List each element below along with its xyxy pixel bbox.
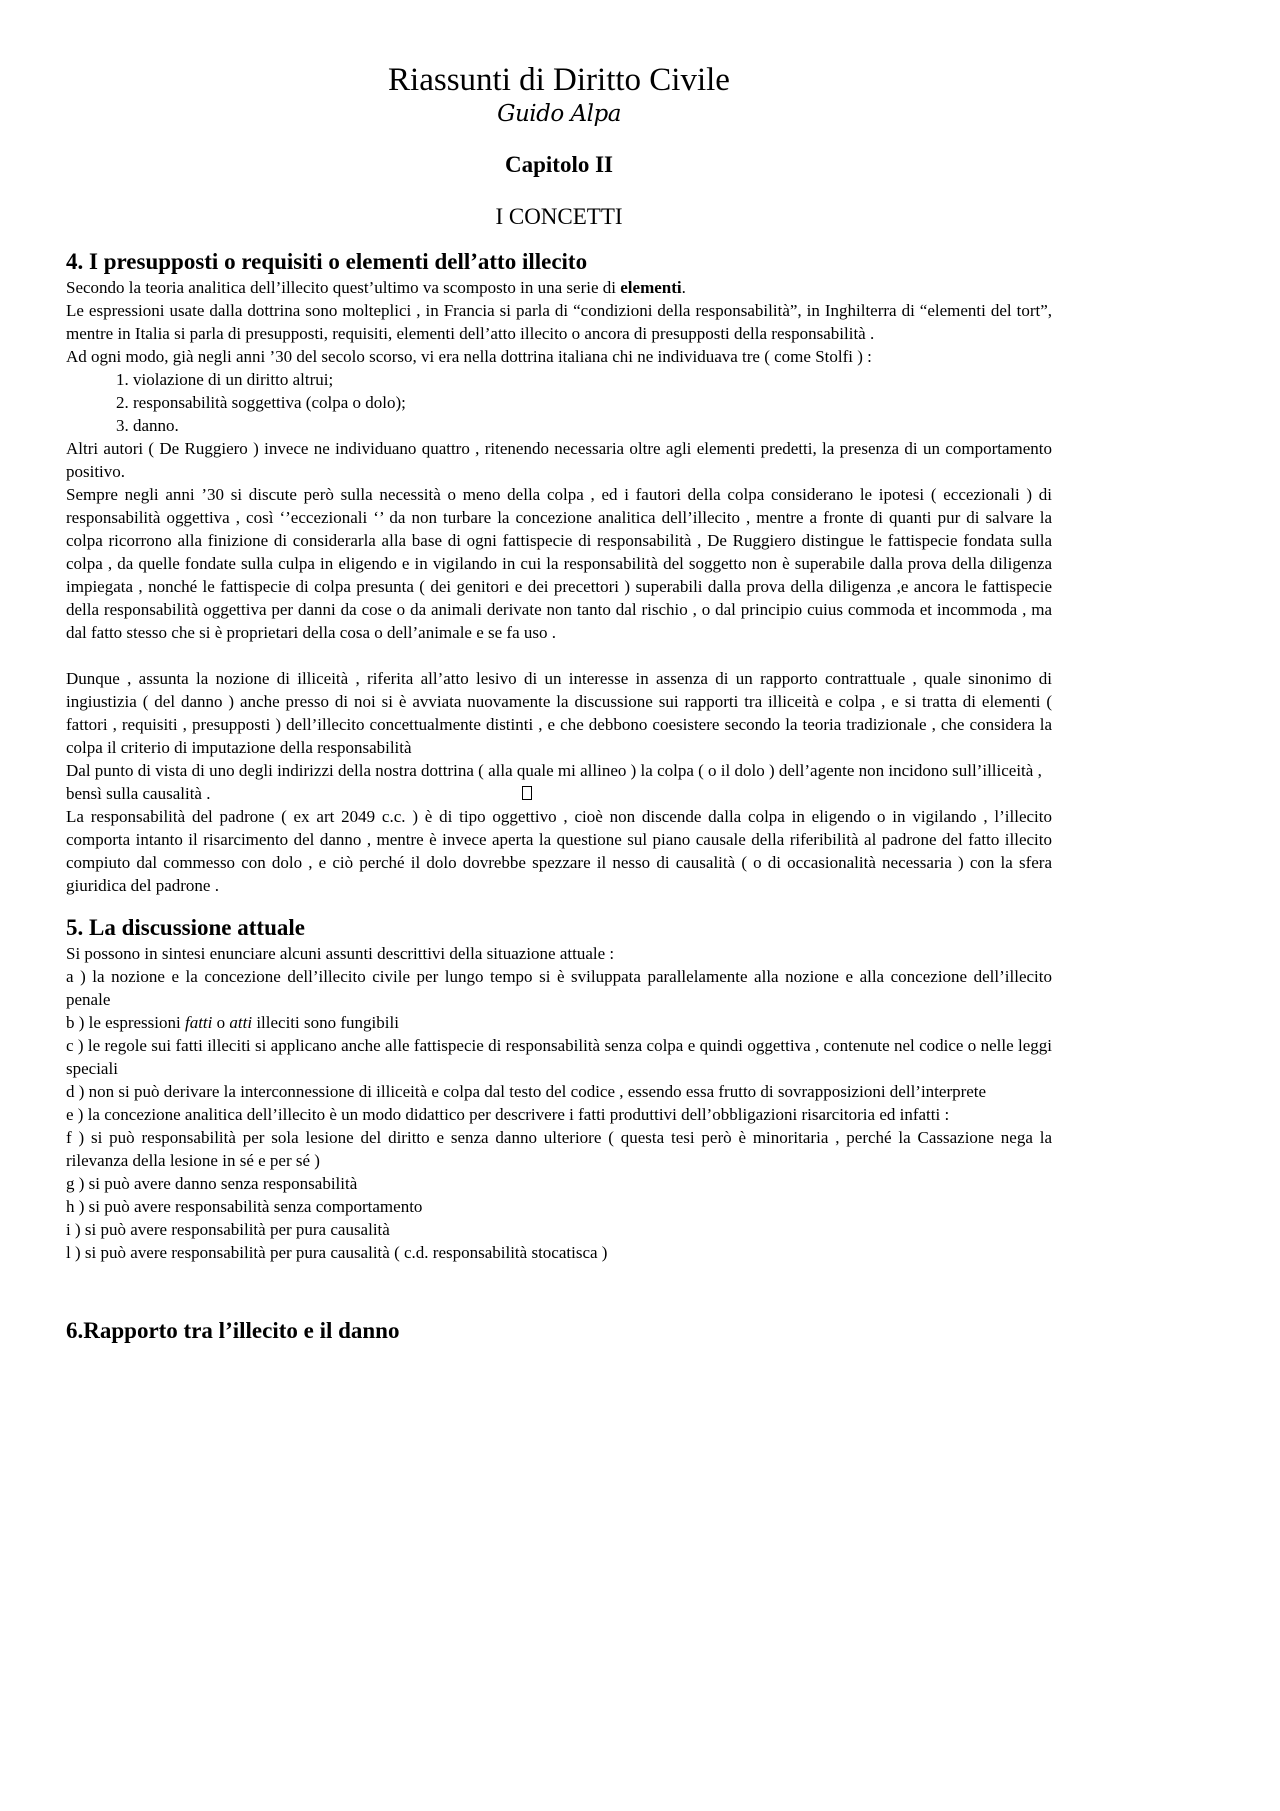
missing-glyph-icon [522,786,532,800]
italic-term: fatti [184,1013,213,1032]
section-4-paragraph-5: Sempre negli anni ’30 si discute però sulla necessità o meno della colpa , ed i fautori della colpa considerano le ipotesi ( eccezionali ) di responsabilità oggettiva , così ‘’eccezionali ‘’ da non turbare la concezione analitica dell’illecito , mentre a fronte di quanti pur di salvare la colpa ricorrono alla finizione di considerarla alla base di ogni fattispecie di responsabilità , De Ruggiero distingue le fattispecie fondata sulla colpa , da quelle fondate sulla culpa in eligendo e in vigilando in cui la responsabilità del soggetto non è superabile dalla prova della diligenza impiegata , nonché le fattispecie di colpa presunta ( dei genitori e dei precettori ) superabili dalla prova della diligenza ,e ancora le fattispecie della responsabilità oggettiva per danni da cose o da animali derivate non tanto dal rischio , o dal principio cuius commoda et incommoda , ma dal fatto stesso che si è proprietari della cosa o dell’animale e se fa uso . [66,485,1052,642]
bold-term: elementi [620,278,682,297]
requisites-list [66,368,1052,437]
text-run: . [681,278,686,297]
text-run: Dal punto di vista di uno degli indirizzi della nostra dottrina ( alla quale mi allineo ) la colpa ( o il dolo ) dell’agente non incidono sull’illiceità , bensì sulla causalità . [66,761,1042,803]
section-5-item-i: i ) si può avere responsabilità per pura causalità [66,1220,390,1239]
section-4-paragraph-6: Dunque , assunta la nozione di illiceità , riferita all’atto lesivo di un interesse in assenza di un rapporto contrattuale , quale sinonimo di ingiustizia ( del danno ) anche presso di noi si è avviata nuovamente la discussione sui rapporti tra illiceità e colpa , e si tratta di elementi ( fattori , requisiti , presupposti ) dell’illecito concettualmente distinti , e che debbono coesistere secondo la teoria tradizionale , che considera la colpa il criterio di imputazione della responsabilità [66,669,1052,757]
section-5-item-a: a ) la nozione e la concezione dell’illecito civile per lungo tempo si è sviluppata parallelamente alla nozione e alla concezione dell’illecito penale [66,967,1052,1009]
section-5-heading: 5. La discussione attuale [66,915,305,940]
section-5-item-l: l ) si può avere responsabilità per pura causalità ( c.d. responsabilità stocatisca ) [66,1243,608,1262]
section-4-paragraph-1 [66,276,1052,299]
italic-term: atti [229,1013,253,1032]
text-run: Secondo la teoria analitica dell’illecito quest’ultimo va scomposto in una serie di [66,278,621,297]
section-5-intro: Si possono in sintesi enunciare alcuni assunti descrittivi della situazione attuale : [66,944,615,963]
section-5-item-c: c ) le regole sui fatti illeciti si applicano anche alle fattispecie di responsabilità senza colpa e quindi oggettiva , contenute nel codice o nelle leggi speciali [66,1036,1052,1078]
document-author: Guido Alpa [497,101,621,127]
list-item: 1. violazione di un diritto altrui; [133,368,1052,391]
section-6-heading: 6.Rapporto tra l’illecito e il danno [66,1318,400,1343]
document-page [66,60,1052,1345]
section-5-item-b [66,1011,1052,1034]
chapter-subtitle: I CONCETTI [495,204,623,229]
list-item: 2. responsabilità soggettiva (colpa o dolo); [133,391,1052,414]
text-run: b ) le espressioni [66,1013,185,1032]
section-4-paragraph-4: Altri autori ( De Ruggiero ) invece ne individuano quattro , ritenendo necessaria oltre agli elementi predetti, la presenza di un comportamento positivo. [66,439,1052,481]
section-5-item-f: f ) si può responsabilità per sola lesione del diritto e senza danno ulteriore ( questa tesi però è minoritaria , perché la Cassazione nega la rilevanza della lesione in sé e per sé ) [66,1128,1052,1170]
section-5-item-g: g ) si può avere danno senza responsabilità [66,1174,358,1193]
list-item: 3. danno. [133,414,1052,437]
section-4-paragraph-7 [66,759,1052,805]
section-5-item-e: e ) la concezione analitica dell’illecito è un modo didattico per descrivere i fatti produttivi dell’obbligazioni risarcitoria ed infatti : [66,1105,950,1124]
section-4-paragraph-8: La responsabilità del padrone ( ex art 2049 c.c. ) è di tipo oggettivo , cioè non discende dalla colpa in eligendo o in vigilando , l’illecito comporta intanto il risarcimento del danno , mentre è invece aperta la questione sul piano causale della riferibilità al padrone del fatto illecito compiuto dal commesso con dolo , e ciò perché il dolo dovrebbe spezzare il nesso di causalità ( o di occasionalità necessaria ) con la sfera giuridica del padrone . [66,807,1052,895]
text-run: illeciti sono fungibili [252,1013,399,1032]
text-run: o [212,1013,230,1032]
section-5-item-h: h ) si può avere responsabilità senza comportamento [66,1197,423,1216]
section-4-paragraph-3: Ad ogni modo, già negli anni ’30 del secolo scorso, vi era nella dottrina italiana chi ne individuava tre ( come Stolfi ) : [66,347,872,366]
chapter-title: Capitolo II [505,152,613,177]
document-title: Riassunti di Diritto Civile [388,62,730,98]
section-5-item-d: d ) non si può derivare la interconnessione di illiceità e colpa dal testo del codice , essendo essa frutto di sovrapposizioni dell’interprete [66,1082,987,1101]
section-4-heading: 4. I presupposti o requisiti o elementi dell’atto illecito [66,249,588,274]
section-4-paragraph-2: Le espressioni usate dalla dottrina sono molteplici , in Francia si parla di “condizioni della responsabilità”, in Inghilterra di “elementi del tort”, mentre in Italia si parla di presupposti, requisiti, elementi dell’atto illecito o ancora di presupposti della responsabilità . [66,301,1052,343]
